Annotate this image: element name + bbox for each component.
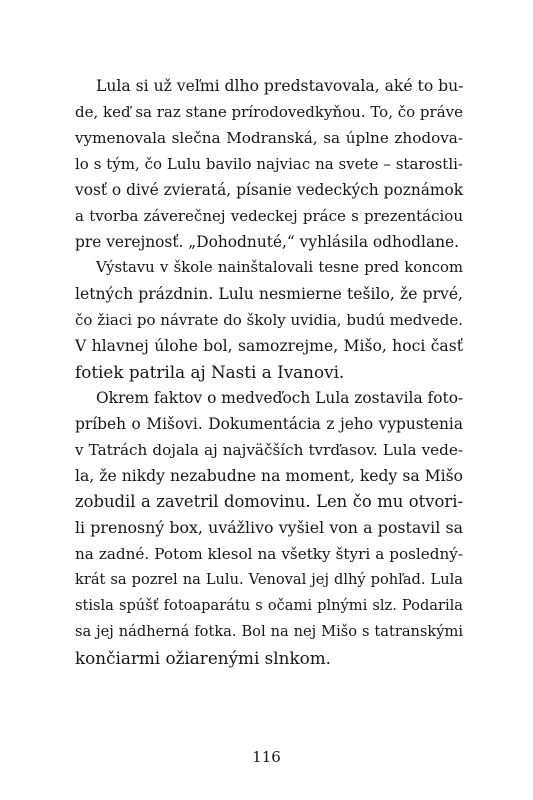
paragraph-3	[75, 385, 463, 671]
text-line: Okrem faktov o medveďoch Lula zostavila foto-	[96, 389, 464, 407]
text-line: stisla spúšť fotoaparátu s očami plnými slz. Podarila	[75, 597, 463, 614]
text-line: Výstavu v škole nainštalovali tesne pred koncom	[96, 259, 463, 276]
page-number: 116	[252, 748, 281, 766]
text-line: zobudil a zavetril domovinu. Len čo mu otvori-	[75, 492, 463, 511]
text-line: pre verejnosť. „Dohodnuté,“ vyhlásila odhodlane.	[75, 233, 460, 251]
text-line: na zadné. Potom klesol na všetky štyri a posledný-	[75, 545, 463, 563]
text-line: V hlavnej úlohe bol, samozrejme, Mišo, hoci časť	[75, 337, 463, 355]
text-line: Lula si už veľmi dlho predstavovala, aké to bu-	[96, 77, 464, 95]
text-line: lo s tým, čo Lulu bavilo najviac na svete – starostli-	[75, 155, 463, 173]
text-line: a tvorba záverečnej vedeckej práce s prezentáciou	[75, 207, 463, 225]
text-line: príbeh o Mišovi. Dokumentácia z jeho vypustenia	[75, 415, 463, 433]
text-line: v Tatrách dojala aj najväčších tvrďasov. Lula vede-	[75, 441, 463, 459]
text-line: krát sa pozrel na Lulu. Venoval jej dlhý pohľad. Lula	[75, 571, 463, 588]
text-line: končiarmi ožiarenými slnkom.	[75, 648, 331, 668]
text-line: de, keď sa raz stane prírodovedkyňou. To, čo práve	[75, 103, 464, 121]
text-line: vymenovala slečna Modranská, sa úplne zhodova-	[75, 129, 463, 147]
paragraph-2	[75, 255, 463, 385]
text-line: fotiek patrila aj Nasti a Ivanovi.	[75, 362, 345, 382]
text-line: li prenosný box, uvážlivo vyšiel von a postavil sa	[75, 518, 463, 537]
body-text	[75, 73, 463, 671]
text-line: vosť o divé zvieratá, písanie vedeckých poznámok	[75, 181, 464, 199]
paragraph-1	[75, 73, 463, 255]
text-line: sa jej nádherná fotka. Bol na nej Mišo s tatranskými	[75, 623, 463, 640]
text-line: čo žiaci po návrate do školy uvidia, budú medvede.	[75, 311, 463, 329]
text-line: la, že nikdy nezabudne na moment, kedy sa Mišo	[75, 467, 463, 485]
text-line: letných prázdnin. Lulu nesmierne tešilo, že prvé,	[75, 285, 463, 303]
